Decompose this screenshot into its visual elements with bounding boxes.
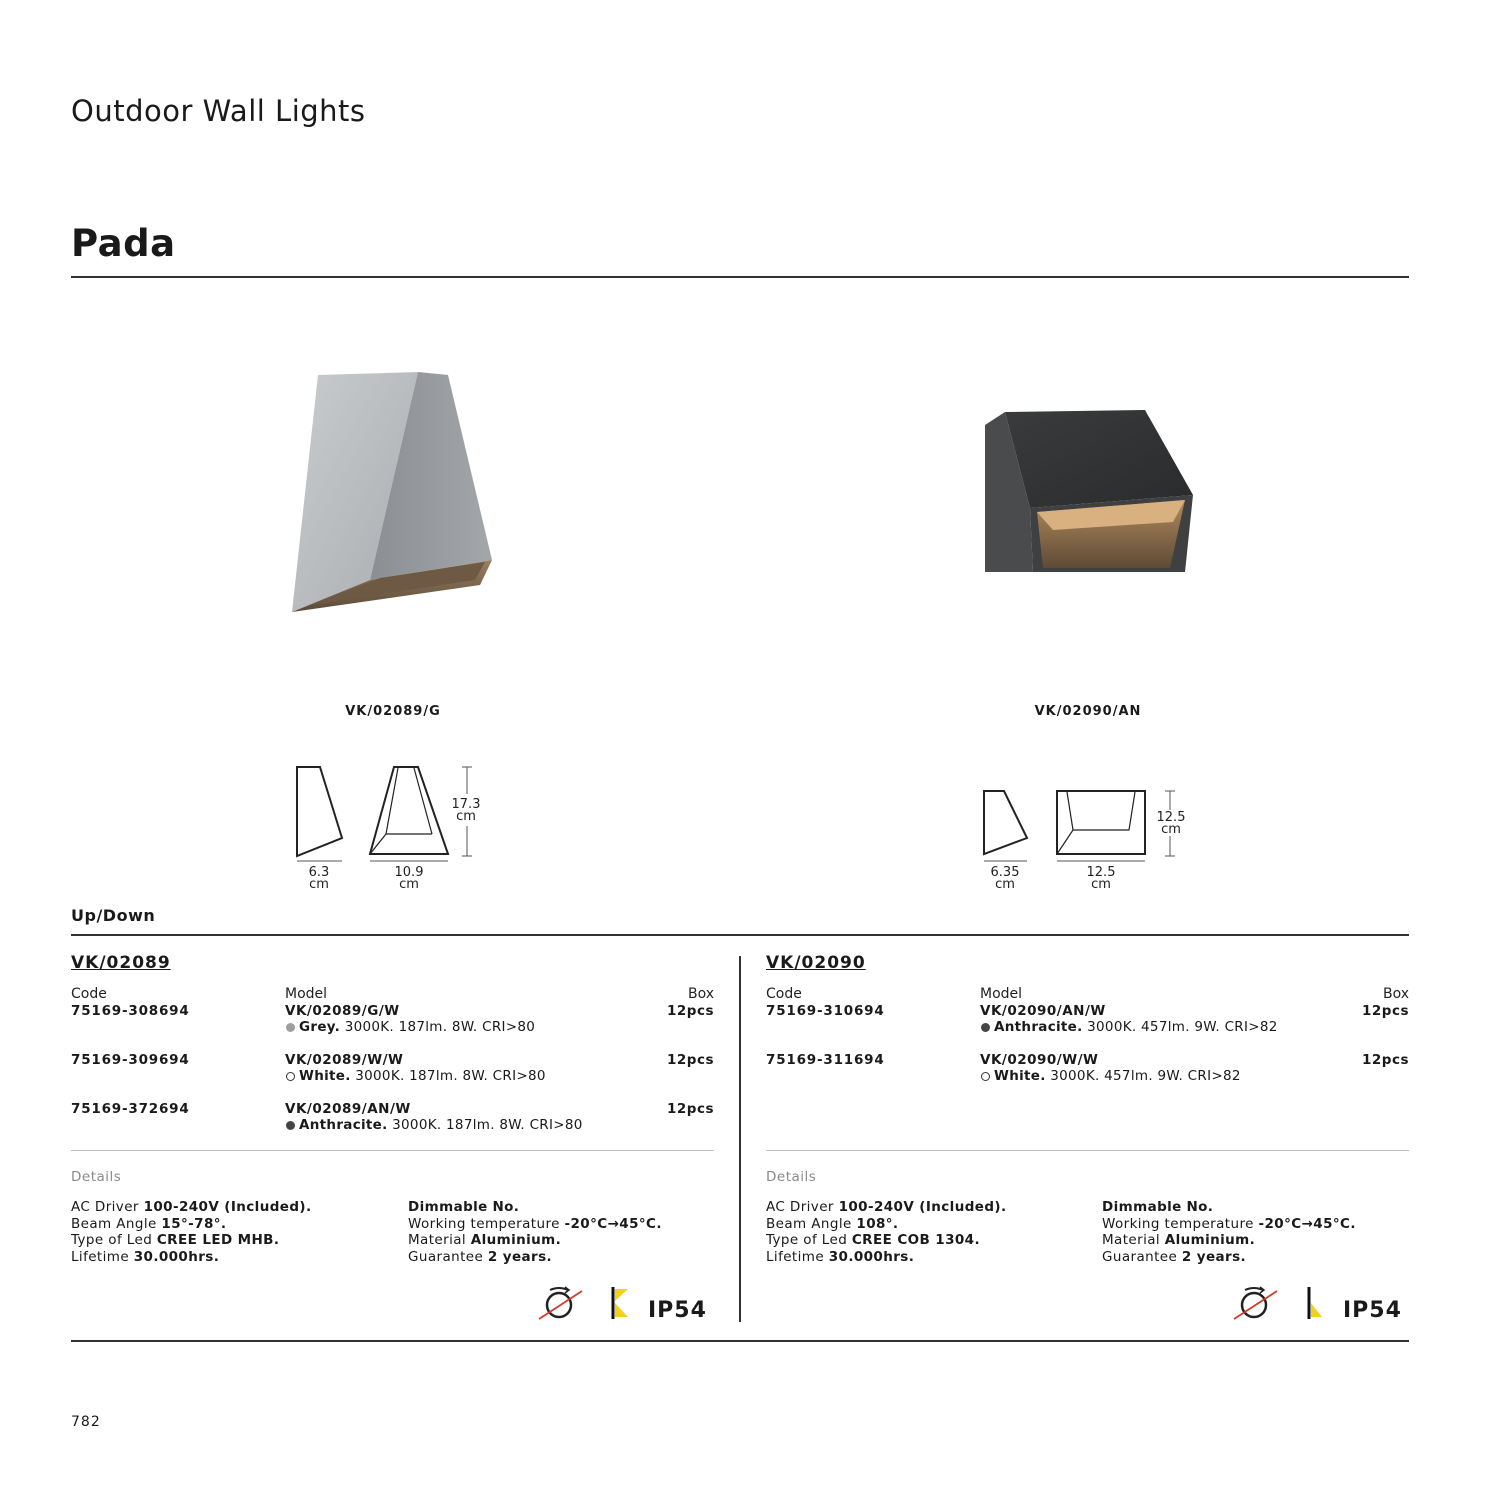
dimension-depth-2: 6.35 cm (990, 865, 1020, 892)
product-caption-1: VK/02089/G (345, 704, 441, 719)
color-spec: White. 3000K. 187lm. 8W. CRI>80 (286, 1068, 546, 1084)
model-header: Model (980, 986, 1023, 1002)
product-image-vk02089 (280, 360, 510, 625)
ip-rating-badge: IP54 (648, 1298, 707, 1323)
box-value: 12pcs (667, 1101, 714, 1117)
details-right: Dimmable No. Working temperature -20°C→45°C. Material Aluminium. Guarantee 2 years. (1102, 1199, 1356, 1265)
light-direction-heading: Up/Down (71, 906, 156, 925)
model-value: VK/02089/W/W (285, 1052, 404, 1068)
details-divider (71, 1150, 714, 1151)
model-value: VK/02090/W/W (980, 1052, 1099, 1068)
not-dimmable-icon (1231, 1285, 1281, 1323)
code-value: 75169-311694 (766, 1052, 885, 1068)
model-value: VK/02089/G/W (285, 1003, 400, 1019)
color-spec: Grey. 3000K. 187lm. 8W. CRI>80 (286, 1019, 535, 1035)
details-divider (766, 1150, 1409, 1151)
not-dimmable-icon (536, 1285, 586, 1323)
dimension-width-2: 12.5 cm (1086, 865, 1116, 892)
dimension-height-1: 17.3 cm (451, 797, 481, 824)
box-value: 12pcs (667, 1052, 714, 1068)
product-name-vk02089: VK/02089 (71, 953, 171, 973)
color-spec: Anthracite. 3000K. 187lm. 8W. CRI>80 (286, 1117, 583, 1133)
code-value: 75169-309694 (71, 1052, 190, 1068)
column-separator (739, 956, 741, 1322)
details-label: Details (766, 1169, 817, 1185)
page-title: Pada (71, 222, 176, 265)
box-value: 12pcs (1362, 1003, 1409, 1019)
color-swatch-anthracite (981, 1023, 990, 1032)
spec-divider (71, 934, 1409, 936)
product-caption-2: VK/02090/AN (1034, 704, 1142, 719)
product-name-vk02090: VK/02090 (766, 953, 866, 973)
model-value: VK/02089/AN/W (285, 1101, 411, 1117)
details-right: Dimmable No. Working temperature -20°C→45°C. Material Aluminium. Guarantee 2 years. (408, 1199, 662, 1265)
details-left: AC Driver 100-240V (Included). Beam Angle 108°. Type of Led CREE COB 1304. Lifetime 30.000hrs. (766, 1199, 1007, 1265)
model-value: VK/02090/AN/W (980, 1003, 1106, 1019)
footer-divider (71, 1340, 1409, 1342)
box-header: Box (1382, 986, 1409, 1002)
product-image-vk02090 (975, 400, 1205, 585)
down-light-icon (1302, 1285, 1328, 1321)
color-spec: Anthracite. 3000K. 457lm. 9W. CRI>82 (981, 1019, 1278, 1035)
code-header: Code (71, 986, 107, 1002)
color-swatch-white (286, 1072, 295, 1081)
details-label: Details (71, 1169, 122, 1185)
color-spec: White. 3000K. 457lm. 9W. CRI>82 (981, 1068, 1241, 1084)
code-value: 75169-372694 (71, 1101, 190, 1117)
code-header: Code (766, 986, 802, 1002)
color-swatch-grey (286, 1023, 295, 1032)
box-value: 12pcs (667, 1003, 714, 1019)
title-divider (71, 276, 1409, 278)
model-header: Model (285, 986, 328, 1002)
dimension-height-2: 12.5 cm (1156, 810, 1186, 837)
details-left: AC Driver 100-240V (Included). Beam Angle 15°-78°. Type of Led CREE LED MHB. Lifetime 30.000hrs. (71, 1199, 312, 1265)
up-down-light-icon (606, 1285, 632, 1321)
page-number: 782 (71, 1414, 101, 1430)
ip-rating-badge: IP54 (1343, 1298, 1402, 1323)
section-title: Outdoor Wall Lights (71, 94, 366, 128)
box-header: Box (687, 986, 714, 1002)
color-swatch-white (981, 1072, 990, 1081)
code-value: 75169-310694 (766, 1003, 885, 1019)
color-swatch-anthracite (286, 1121, 295, 1130)
dimension-depth-1: 6.3 cm (308, 865, 330, 892)
code-value: 75169-308694 (71, 1003, 190, 1019)
box-value: 12pcs (1362, 1052, 1409, 1068)
dimension-width-1: 10.9 cm (394, 865, 424, 892)
